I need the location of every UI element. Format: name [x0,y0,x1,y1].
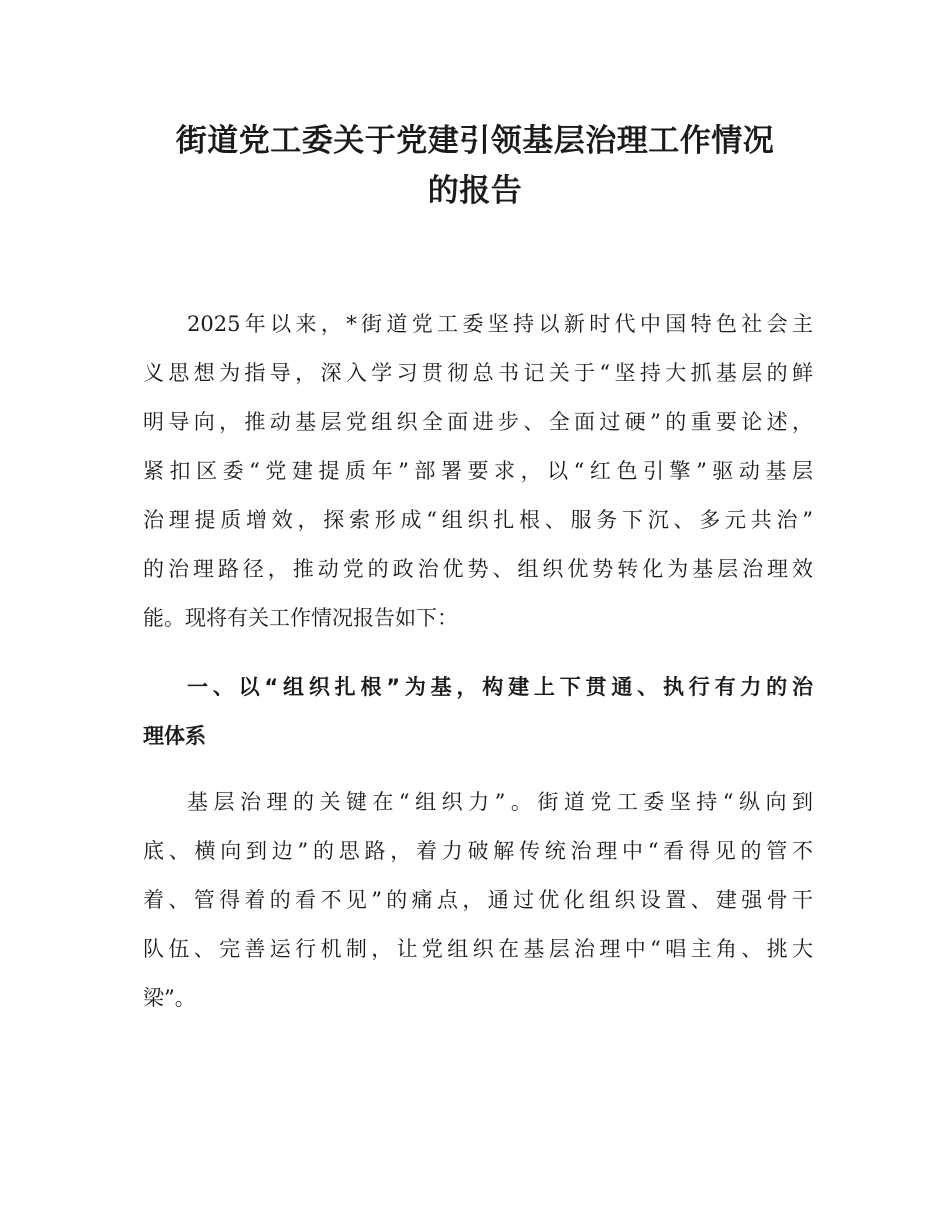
paragraph-line: 明导向，推动基层党组织全面进步、全面过硬”的重要论述， [143,410,813,434]
section-heading-1 [143,663,813,761]
paragraph-line: 梁”。 [143,986,196,1010]
paragraph-line: 治理提质增效，探索形成“组织扎根、服务下沉、多元共治” [143,508,813,532]
paragraph-line: 的治理路径，推动党的政治优势、组织优势转化为基层治理效 [143,557,813,581]
paragraph-line: 紧扣区委“党建提质年”部署要求，以“红色引擎”驱动基层 [143,459,813,483]
section-1-paragraph [143,778,813,1023]
document-title [120,116,830,216]
paragraph-line: 能。现将有关工作情况报告如下： [143,606,458,630]
paragraph-line: 队伍、完善运行机制，让党组织在基层治理中“唱主角、挑大 [143,937,813,961]
intro-paragraph [143,300,813,643]
title-line-1: 街道党工委关于党建引领基层治理工作情况 [175,123,775,159]
heading-line: 理体系 [143,724,206,748]
paragraph-line: 义思想为指导，深入学习贯彻总书记关于“坚持大抓基层的鲜 [143,361,813,385]
paragraph-line: 着、管得着的看不见”的痛点，通过优化组织设置、建强骨干 [143,888,813,912]
heading-line: 一、以“组织扎根”为基，构建上下贯通、执行有力的治 [187,675,813,699]
paragraph-line: 2025年以来，*街道党工委坚持以新时代中国特色社会主 [187,312,813,336]
title-line-2: 的报告 [427,173,523,209]
paragraph-line: 基层治理的关键在“组织力”。街道党工委坚持“纵向到 [187,790,813,814]
paragraph-line: 底、横向到边”的思路，着力破解传统治理中“看得见的管不 [143,839,813,863]
